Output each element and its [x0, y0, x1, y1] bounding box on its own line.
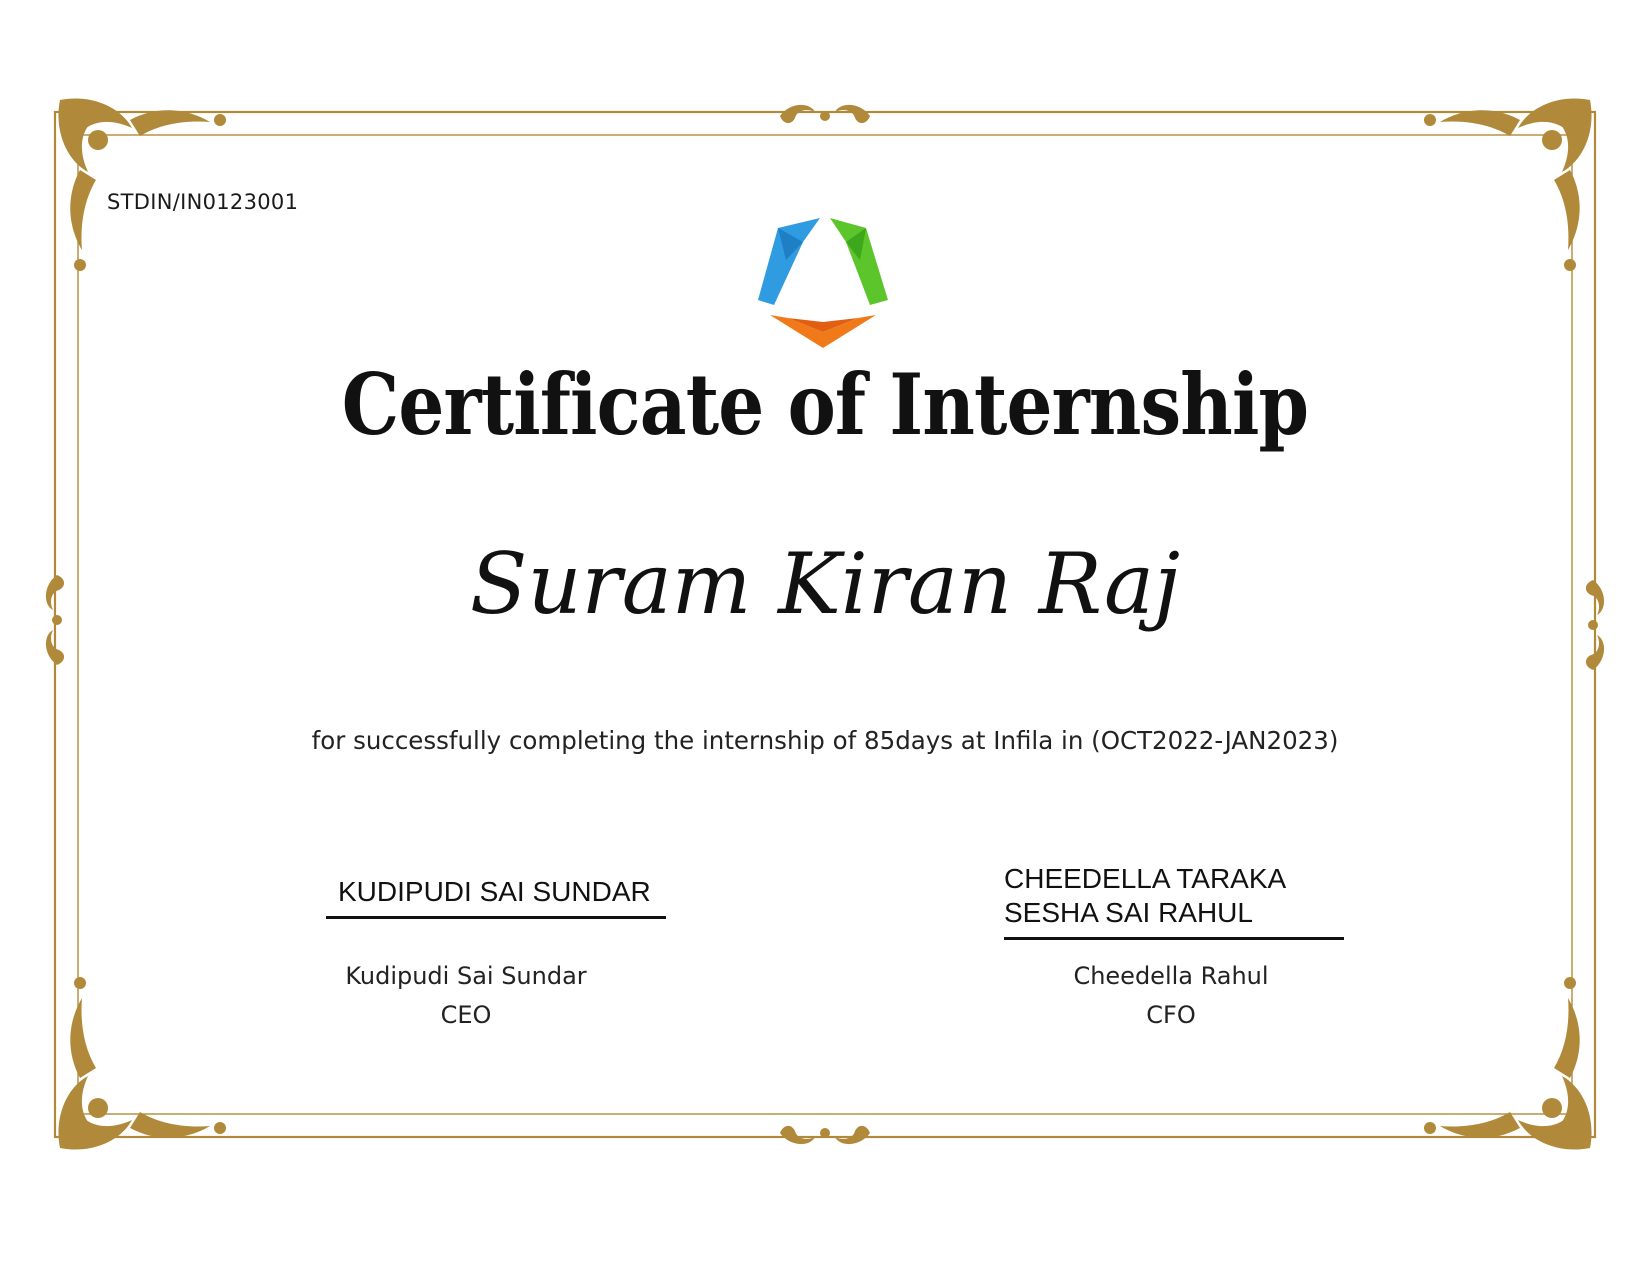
signature-line — [1004, 937, 1344, 940]
signature-name: KUDIPUDI SAI SUNDAR — [338, 876, 651, 907]
signatory-name: Cheedella Rahul — [1073, 962, 1269, 990]
certificate-title: Certificate of Internship — [341, 355, 1309, 454]
signature-block-cfo — [1004, 862, 1344, 940]
certificate-id: STDIN/IN0123001 — [107, 190, 299, 214]
signatory-role: CEO — [440, 1001, 492, 1029]
signature-block-ceo — [326, 875, 666, 919]
signatory-role: CFO — [1146, 1001, 1196, 1029]
signature-name-line-2: SESHA SAI RAHUL — [1004, 897, 1253, 928]
signature-name-line-1: CHEEDELLA TARAKA — [1004, 863, 1287, 894]
completion-statement: for successfully completing the internship of 85days at Infila in (OCT2022-JAN2023) — [311, 726, 1339, 755]
hexagram-logo-icon — [748, 210, 898, 360]
signature-line — [326, 916, 666, 919]
signatory-name: Kudipudi Sai Sundar — [345, 962, 587, 990]
recipient-name: Suram Kiran Raj — [469, 535, 1181, 633]
